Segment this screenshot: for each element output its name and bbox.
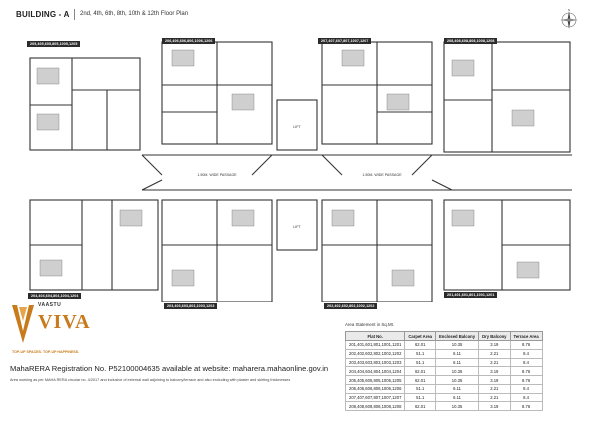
table-cell: 51.1 [405,393,436,402]
floor-plan-drawing [12,30,588,302]
table-row [346,341,543,350]
table-row [346,349,543,358]
area-statement-table [345,331,543,411]
area-statement-title: Area Statement in Sq.Mt. [345,322,395,327]
table-cell: 3.19 [479,376,510,385]
floor-plan-subtitle: 2nd, 4th, 6th, 8th, 10th & 12th Floor Plan [80,11,189,17]
unit-tag-206: 206,406,606,806,1006,1206 [162,38,215,44]
table-cell: 10.35 [436,341,479,350]
table-cell: 8.4 [510,349,542,358]
table-cell: 2.21 [479,358,510,367]
table-cell: 205,405,605,805,1005,1205 [346,376,405,385]
unit-tag-207: 207,407,607,807,1007,1207 [318,38,371,44]
logo-name: VIVA [38,311,91,333]
logo-tagline: TOP-UP SPACES. TOP-UP HAPPINESS. [12,350,80,354]
table-cell: 62.01 [405,367,436,376]
unit-208-outline [444,42,570,152]
unit-tag-203: 203,403,603,803,1003,1203 [164,303,217,309]
area-note: Area working as per MAHA RERA circular no. 4/2017 and inclusive of external wall adjoining to balcony/terrace and also excluding with plaster and skirting thicknesses [10,378,291,382]
table-cell: 8.76 [510,367,542,376]
table-cell: 208,408,608,808,1008,1208 [346,402,405,411]
unit-tag-201: 201,401,601,801,1001,1201 [444,292,497,298]
col-header-terrace: Terrace Area [510,332,542,341]
table-cell: 204,404,604,804,1004,1204 [346,367,405,376]
unit-tag-205: 205,405,605,805,1005,1205 [27,41,80,47]
logo-top-text: VAASTU [38,302,62,308]
col-header-enclosed: Enclosed Balcony [436,332,479,341]
passage-label-right: 1.50M. WIDE PASSAGE [362,173,402,177]
table-cell: 51.1 [405,349,436,358]
table-cell: 6.11 [436,349,479,358]
table-cell: 8.4 [510,358,542,367]
col-header-flat: Flat No. [346,332,405,341]
passage-label-left: 1.50M. WIDE PASSAGE [197,173,237,177]
table-row [346,376,543,385]
table-cell: 62.01 [405,376,436,385]
table-row [346,367,543,376]
table-row [346,384,543,393]
unit-tag-208: 208,408,608,808,1008,1208 [444,38,497,44]
table-cell: 6.11 [436,358,479,367]
viva-logo-icon [10,303,36,347]
header-divider [74,9,75,20]
rera-registration: MahaRERA Registration No. P52100004635 available at website: maharera.mahaonline.gov.in [10,364,329,373]
table-cell: 8.4 [510,384,542,393]
table-cell: 206,406,606,806,1006,1206 [346,384,405,393]
table-cell: 2.21 [479,384,510,393]
table-cell: 8.76 [510,376,542,385]
table-cell: 3.19 [479,402,510,411]
col-header-carpet: Carpet Area [405,332,436,341]
building-title: BUILDING - A [16,10,70,19]
table-cell: 10.35 [436,367,479,376]
unit-tag-204: 204,404,604,804,1004,1204 [28,293,81,299]
table-cell: 8.4 [510,393,542,402]
unit-tag-202: 202,402,602,802,1002,1202 [324,303,377,309]
table-cell: 202,402,602,802,1002,1202 [346,349,405,358]
lift-label-top: LIFT [293,125,301,129]
table-cell: 3.19 [479,341,510,350]
table-cell: 203,403,603,803,1003,1203 [346,358,405,367]
lift-label-bottom: LIFT [293,225,301,229]
table-cell: 10.35 [436,402,479,411]
table-cell: 8.76 [510,402,542,411]
table-cell: 8.76 [510,341,542,350]
table-cell: 3.19 [479,367,510,376]
table-cell: 62.01 [405,402,436,411]
table-row [346,358,543,367]
col-header-dry: Dry Balcony [479,332,510,341]
table-cell: 2.21 [479,349,510,358]
table-row [346,402,543,411]
table-cell: 51.1 [405,358,436,367]
compass-label: N [567,8,571,12]
table-cell: 51.1 [405,384,436,393]
table-cell: 207,407,607,807,1007,1207 [346,393,405,402]
table-cell: 2.21 [479,393,510,402]
compass-icon [558,8,580,30]
table-cell: 201,401,601,801,1001,1201 [346,341,405,350]
table-cell: 6.11 [436,393,479,402]
table-cell: 6.11 [436,384,479,393]
table-cell: 10.35 [436,376,479,385]
table-cell: 62.01 [405,341,436,350]
table-row [346,393,543,402]
